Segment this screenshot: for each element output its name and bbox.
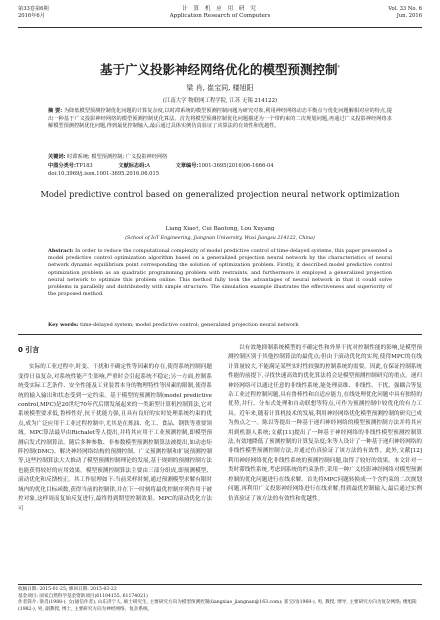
keywords-cn-label: 关键词: xyxy=(48,154,66,160)
keywords-cn-text: 时滞系统; 模型预测控制; 广义投影神经网络 xyxy=(67,154,168,160)
abstract-en-label: Abstract: xyxy=(48,248,74,254)
footnotes xyxy=(18,584,422,613)
section-heading: 0 引言 xyxy=(18,346,40,354)
abstract-cn xyxy=(48,108,392,131)
abstract-cn-label: 摘 要: xyxy=(48,108,63,114)
abstract-en-text: In order to reduce the computational complexity of model predictive control of time-delayed systems, this paper presented a model predictive control optimization algorithm based on a generalized projection neural network by the characteristics of neural network dynamic equilibrium point corresponding the solution of optimization problem. Firstly, it described model predictive control optimization problem as an quadratic programming problem with restraints, and furthermore it employed a generalized projection neural network to optimize this problem online. This method fully took the advantages of neural network in that it could solve problems in parallelly and distributedly with simple structure. The simulation example illustrates the effectiveness and superiority of the proposed method. xyxy=(48,248,392,298)
header-volume-info-en: Vol. 33 No. 6 Jun. 2016 xyxy=(388,6,422,19)
affiliation-cn: (江南大学 物联网工程学院, 江苏 无锡 214122) xyxy=(162,98,278,104)
body-column-right xyxy=(228,344,422,504)
article-number: 文章编号:1001-3695(2016)06-1666-04 xyxy=(175,163,274,169)
keywords-en xyxy=(48,322,392,329)
keywords-en-label: Key words: xyxy=(48,322,79,328)
footnote-dates: 收稿日期: 2015-01-25; 修回日期: 2015-03-22 xyxy=(18,587,117,592)
title-footnote-mark: * xyxy=(337,64,340,71)
classification-line xyxy=(48,163,392,170)
body-paragraph: 实际的工业过程中,时变、干扰和不确定性等因素的存在,使得系统控制问题变得日益复杂,对系统性能产生影响,严重时会引起系统不稳定;另一方面,控制系统受实际工艺条件、安全性能及工业装置本身的物理特性等因素的限制,使得系统的输入输出和状态受到一定约束。基于模型的预测控制(model predictive control,MPC)是20世纪70年代后期发展起来的一类新型计算机控制算法,它对系统模型要求低,鲁棒性好,抗干扰能力强,且具有良好的实时处理系统约束的优点,成为广泛应用于工业过程控制中,尤其是在炼油、化工、食品、钢铁等重要领域。MPC算法最早由Richalet等人提出,并将其应用于工业预测控制,即模型预测启发式控制算法。随后多种参数、非参数模型预测控制算法被提出,如动态矩阵控制(DMC)、解决神经网络结构的预测控制、广义预测控制和扩展预测控制等,这些控制算法大大推动了模型预测控制理论的发展,基于规则的预测控制方法也能获得较好的应用效果。模型预测控制算法主要由三部分组成,即预测模型、滚动优化和反馈校正。其工作原理如下:当前采样时刻,通过预测模型求解有限时域内的优化目标函数,获得当前的控制律,并在下一时刻将最优控制序列作用于被控对象,这样周而复始反复进行,最终得到期望控制效果。MPC的滚动优化方法可 xyxy=(18,364,212,512)
clc-number: 中图分类号:TP183 xyxy=(48,163,93,169)
body-paragraph: 以有效地抑制系统模型的不确定性和外界干扰对控制性能的影响,是模型预测控制区别于其他控制算法的最优点;但由于滚动优化的实现,使得MPC的在线计算量较大,不能满足某些实时性较强的控制系统的需要。因此,在保证控制系统性能的前提下,寻找快速高效的优化算法将会是模型预测控制研究的重点。递归神经网络可以通过任意的非线性系统,能处理高维、非线性、干扰、强耦合等复杂工业过程控制问题,具有鲁棒性和自适应能力,在线处理优化问题中具有独特的优势,并行、分布式处理和自动联想等特点,可作为预测控制中较优化的有力工具。近年来,随着计算机技术的发展,利用神经网络优化模型预测控制的研究已成为热点之一。陈以等提出一种基于递归神经网络的模型预测控制方法并将其应用到机器人系统;文献[11]提出了一种基于神经网络的非线性模型预测控制算法,有效地降低了预测控制的计算复杂度;朱等人设计了一种基于递归神经网络的非线性模型预测控制方法,并通过仿真验证了该方法的有效性。此外,文献[12]利用神经网络优化非线性系统的预测控制问题,取得了较好的效果。本文针对一类时滞线性系统,考虑到系统的约束条件,采用一种广义投影神经网络对模型预测控制的优化问题进行在线求解。首先将MPC问题转换成一个含约束的二次规划问题,再利用广义投影神经网络进行在线求解,得到最优控制输入,最后通过实例仿真验证了该方法的有效性和优越性。 xyxy=(228,345,422,502)
footnote-fund: 基金项目: 国家自然科学基金资助项目(61104155, 61174021) xyxy=(18,593,148,599)
paper-title-cn: 基于广义投影神经网络优化的模型预测控制* xyxy=(99,62,340,77)
authors-en: Liang Xiao†, Cui Baotong, Lou Xuyang xyxy=(165,226,275,232)
keywords-en-text: time-delayed system; model predictive control; generalized projection neural network xyxy=(80,322,299,328)
abstract-en xyxy=(48,248,392,298)
abstract-cn-text: 为降低模型预测控制优化问题的计算复杂度,以时滞系统的模型预测控制问题为研究对象,利用神经网络动态平衡点与优化问题解相对应的特点,提出一种基于广义投影神经网络的模型预测控制优化算法。首先将模型预测控制优化问题描述为一个带约束的二次规划问题,再通过广义投影神经网络求解模型预测控制优化问题,得到最优控制输入,最后通过具体实例仿真验证了该算法的有效性和优越性。 xyxy=(48,108,392,130)
document-code: 文献标志码:A xyxy=(118,163,150,169)
affiliation-en: (School of IoT Engineering, Jiangnan University, Wuxi Jiangsu 214122, China) xyxy=(125,236,315,241)
body-column-left xyxy=(18,344,212,514)
header-volume-info: 第33卷第6期 2016年6月 xyxy=(18,6,49,19)
divider xyxy=(18,334,422,335)
running-header xyxy=(18,6,422,28)
doi: doi:10.3969/j.issn.1001-3695.2016.06.015 xyxy=(48,171,160,177)
keywords-cn xyxy=(48,154,392,161)
footnote-bio: 作者简介: 梁肖(1988-), 女(通信作者), 山东济宁人, 硕士研究生, 主要研究方向为模型预测控制(liangxiao_jiangnan@163.com); 崔宝同(1960-), 男, 教授, 博导, 主要研究方向为复杂网络; 楼旭阳(1982-), 男, 副教授, 博士, 主要研究方向为神经网络、复杂系统。 xyxy=(18,600,417,612)
authors-cn: 梁 肖, 崔宝同, 楼旭阳 xyxy=(186,84,254,92)
paper-title-en: Model predictive control based on generalized projection neural network optimization xyxy=(40,189,400,199)
header-journal-name: 计 算 机 应 用 研 究 Application Research of Computers xyxy=(169,6,271,19)
